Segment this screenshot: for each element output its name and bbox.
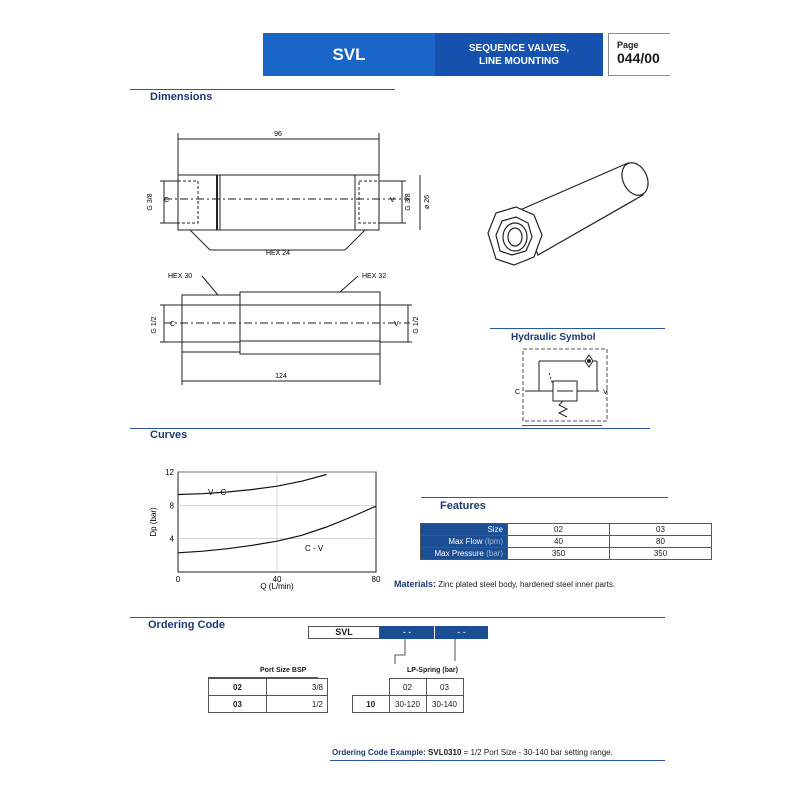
table-row bbox=[209, 696, 328, 713]
chart-xtick-label: 40 bbox=[272, 575, 282, 584]
section-rule bbox=[130, 89, 395, 90]
chart-xlabel: Q (L/min) bbox=[260, 582, 294, 591]
spring-code: 10 bbox=[353, 696, 390, 713]
series-label-vc: V - C bbox=[208, 488, 227, 497]
section-rule bbox=[330, 760, 665, 761]
spring-value: 30-140 bbox=[426, 696, 463, 713]
section-rule bbox=[421, 497, 668, 498]
series-label-cv: C - V bbox=[305, 544, 324, 553]
table-row bbox=[421, 548, 712, 560]
dim-length-124: 124 bbox=[275, 373, 287, 380]
page-box bbox=[608, 33, 670, 76]
materials-text: Zinc plated steel body, hardened steel inner parts. bbox=[438, 580, 616, 589]
feature-label: Max Pressure (bar) bbox=[421, 548, 508, 560]
chart-ytick-label: 8 bbox=[169, 501, 174, 511]
valve-drawing-1-2 bbox=[140, 265, 440, 395]
dim-hex-24: HEX 24 bbox=[265, 250, 291, 257]
port-v-label: V bbox=[390, 197, 395, 204]
spring-table bbox=[352, 678, 464, 713]
features-table bbox=[420, 523, 712, 560]
dim-port-left-size-2: G 1/2 bbox=[151, 316, 158, 334]
feature-value: 03 bbox=[610, 524, 712, 536]
feature-value: 02 bbox=[508, 524, 610, 536]
chart-xtick-label: 80 bbox=[371, 575, 381, 584]
feature-label: Size bbox=[421, 524, 508, 536]
feature-value: 350 bbox=[508, 548, 610, 560]
symbol-port-v: V bbox=[603, 389, 608, 396]
spring-corner bbox=[353, 679, 390, 696]
feature-value: 80 bbox=[610, 536, 712, 548]
section-rule bbox=[130, 428, 650, 429]
page-label: Page bbox=[617, 40, 639, 50]
spring-header: 03 bbox=[426, 679, 463, 696]
section-rule bbox=[130, 617, 665, 618]
spring-title: LP-Spring (bar) bbox=[407, 667, 458, 674]
dim-port-right-size-2: G 1/2 bbox=[413, 316, 420, 334]
dim-hex-32: HEX 32 bbox=[362, 273, 387, 280]
product-title-banner bbox=[435, 33, 603, 76]
section-rule bbox=[490, 328, 665, 329]
section-ordering-code: Ordering Code bbox=[148, 619, 226, 631]
example-text: = 1/2 Port Size - 30-140 bar setting range. bbox=[461, 748, 613, 757]
chart-xtick-label: 0 bbox=[175, 575, 181, 584]
port-v-label-2: V bbox=[394, 321, 399, 328]
product-title-line1: SEQUENCE VALVES, bbox=[468, 42, 570, 54]
table-row bbox=[421, 536, 712, 548]
example-code: SVL0310 bbox=[428, 748, 462, 757]
section-dimensions: Dimensions bbox=[150, 91, 213, 103]
table-row bbox=[209, 679, 328, 696]
port-size-title: Port Size BSP bbox=[260, 667, 307, 674]
table-row bbox=[421, 524, 712, 536]
dim-port-left-size: G 3/8 bbox=[147, 193, 154, 211]
valve-3d-view bbox=[478, 155, 658, 275]
dim-length-96: 96 bbox=[274, 131, 282, 138]
order-code-base: SVL bbox=[308, 626, 380, 639]
port-c-label-2: C bbox=[170, 321, 176, 328]
product-code: SVL bbox=[332, 44, 366, 64]
symbol-port-c: C bbox=[515, 389, 521, 396]
page-number: 044/00 bbox=[617, 50, 660, 66]
materials-label: Materials: bbox=[394, 579, 437, 589]
section-curves: Curves bbox=[150, 429, 188, 441]
order-slot-port: - - bbox=[380, 626, 434, 639]
symbol-rule bbox=[522, 425, 602, 426]
materials-note bbox=[394, 579, 615, 589]
dim-diameter: ø 26 bbox=[424, 194, 431, 210]
example-label: Ordering Code Example: bbox=[332, 748, 426, 757]
feature-value: 350 bbox=[610, 548, 712, 560]
section-hydraulic-symbol: Hydraulic Symbol bbox=[511, 332, 596, 343]
product-code-banner bbox=[263, 33, 435, 76]
port-size-value: 1/2 bbox=[267, 696, 328, 713]
chart-series-line-vc bbox=[178, 475, 327, 495]
feature-label: Max Flow (lpm) bbox=[421, 536, 508, 548]
spring-value: 30-120 bbox=[389, 696, 426, 713]
section-features: Features bbox=[440, 500, 486, 512]
hydraulic-symbol bbox=[505, 347, 625, 425]
chart-ylabel: Dp (bar) bbox=[149, 507, 158, 537]
product-title-line2: LINE MOUNTING bbox=[479, 55, 559, 67]
port-c-label: C bbox=[164, 197, 170, 204]
dim-port-right-size: G 3/8 bbox=[405, 193, 412, 211]
table-row bbox=[353, 679, 464, 696]
order-slot-spring: - - bbox=[434, 626, 488, 639]
feature-value: 40 bbox=[508, 536, 610, 548]
ordering-example bbox=[332, 748, 613, 757]
table-row bbox=[353, 696, 464, 713]
port-size-code: 02 bbox=[209, 679, 267, 696]
chart-ytick-label: 4 bbox=[169, 534, 174, 544]
port-size-code: 03 bbox=[209, 696, 267, 713]
valve-drawing-3-8 bbox=[140, 125, 440, 265]
chart-ytick-label: 12 bbox=[165, 468, 174, 477]
pressure-drop-chart bbox=[140, 462, 400, 597]
port-size-table bbox=[208, 678, 328, 713]
spring-header: 02 bbox=[389, 679, 426, 696]
dim-hex-30: HEX 30 bbox=[168, 273, 193, 280]
port-size-value: 3/8 bbox=[267, 679, 328, 696]
